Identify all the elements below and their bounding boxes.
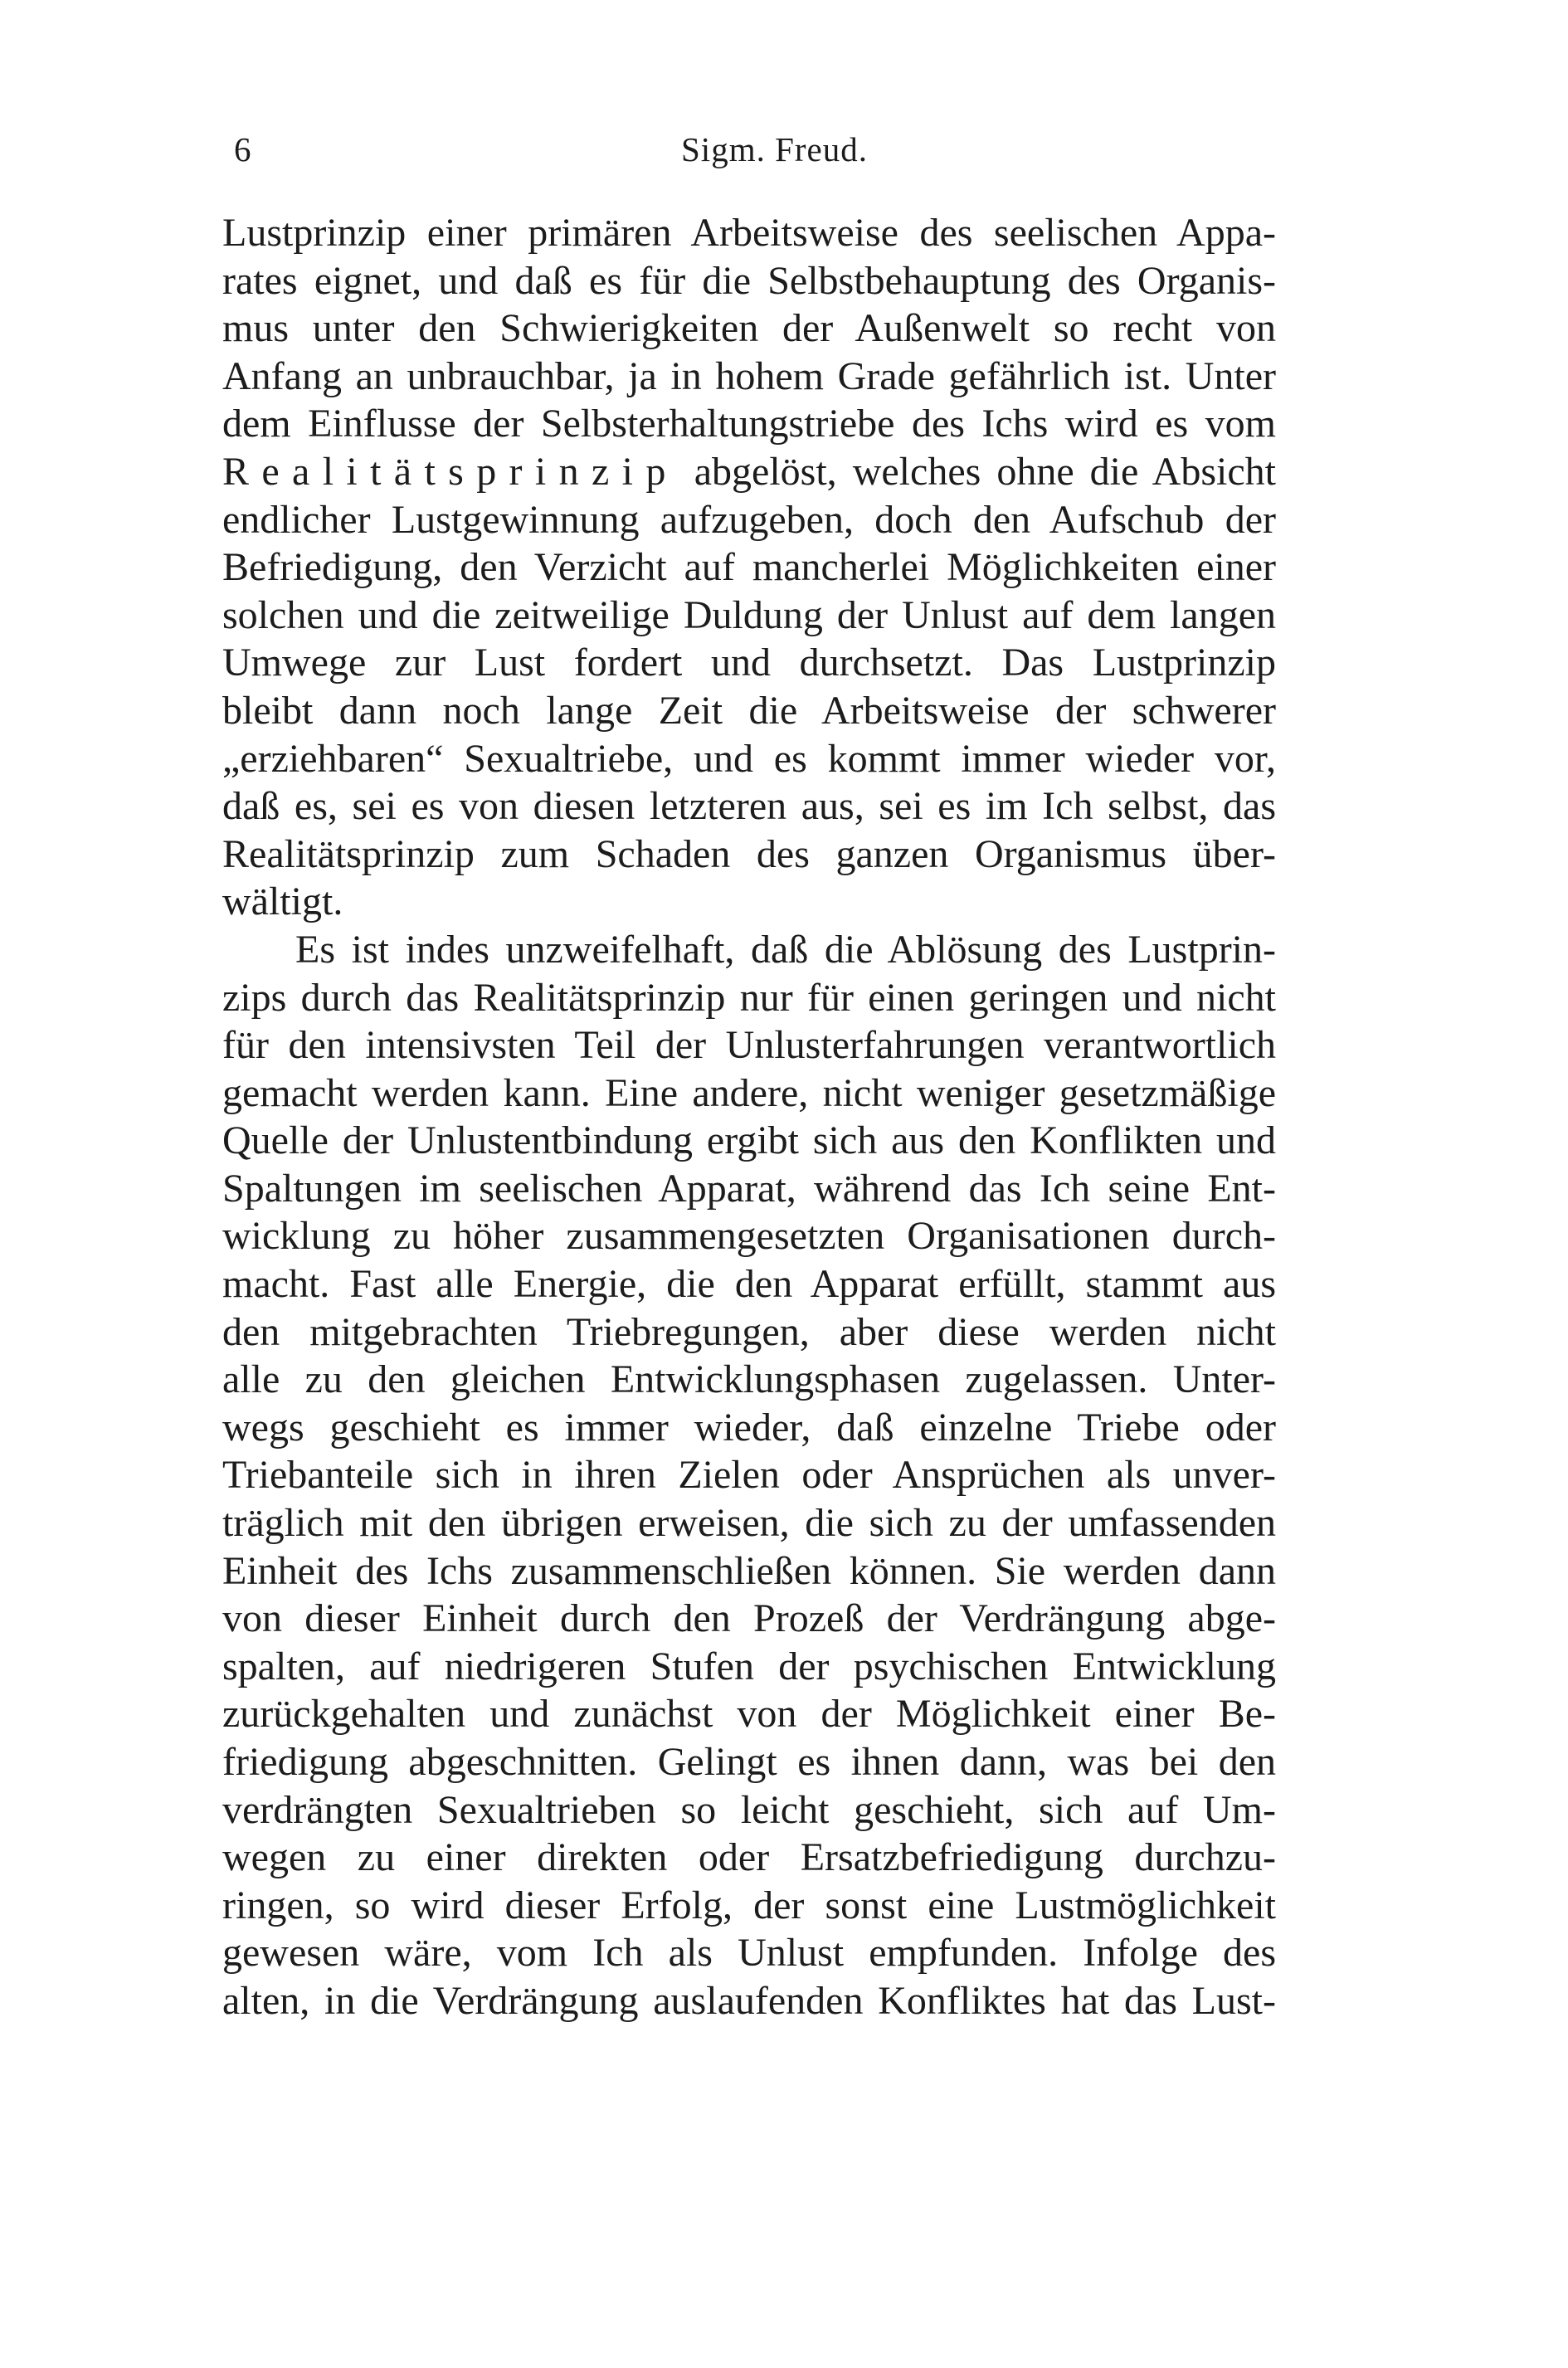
text-line: gewesen wäre, vom Ich als Unlust empfunden. Infolge des xyxy=(222,1931,1276,1976)
text-line: Lustprinzip einer primären Arbeitsweise des seelischen Appa- xyxy=(222,211,1276,255)
page-header xyxy=(229,124,1273,174)
text-line: zurückgehalten und zunächst von der Möglichkeit einer Be- xyxy=(222,1692,1276,1737)
text-line: „erziehbaren“ Sexualtriebe, und es kommt immer wieder vor, xyxy=(222,736,1276,781)
paragraph xyxy=(222,209,1276,926)
text-line: bleibt dann noch lange Zeit die Arbeitsweise der schwerer xyxy=(222,688,1276,733)
text-line: Anfang an unbrauchbar, ja in hohem Grade gefährlich ist. Unter xyxy=(222,353,1276,398)
text-line: solchen und die zeitweilige Duldung der Unlust auf dem langen xyxy=(222,592,1276,637)
text-line: alle zu den gleichen Entwicklungsphasen zugelassen. Unter- xyxy=(222,1357,1276,1402)
body-text xyxy=(222,209,1276,2025)
text-line: Triebanteile sich in ihren Zielen oder Ansprüchen als unver- xyxy=(222,1453,1276,1498)
text-line: träglich mit den übrigen erweisen, die sich zu der umfassenden xyxy=(222,1501,1276,1546)
text-line: verdrängten Sexualtrieben so leicht geschieht, sich auf Um- xyxy=(222,1787,1276,1832)
text-line: von dieser Einheit durch den Prozeß der Verdrängung abge- xyxy=(222,1596,1276,1641)
text-line: wegs geschieht es immer wieder, daß einzelne Triebe oder xyxy=(222,1405,1276,1450)
text-line: rates eignet, und daß es für die Selbstbehauptung des Organis- xyxy=(222,258,1276,303)
text-line: daß es, sei es von diesen letzteren aus, sei es im Ich selbst, das xyxy=(222,784,1276,829)
paragraph xyxy=(222,926,1276,2025)
text-line: dem Einflusse der Selbsterhaltungstriebe des Ichs wird es vom xyxy=(222,402,1276,446)
text-line: spalten, auf niedrigeren Stufen der psychischen Entwicklung xyxy=(222,1644,1276,1688)
text-line: friedigung abgeschnitten. Gelingt es ihnen dann, was bei den xyxy=(222,1740,1276,1784)
running-head: Sigm. Freud. xyxy=(681,130,868,168)
text-line: gemacht werden kann. Eine andere, nicht weniger gesetzmäßige xyxy=(222,1070,1276,1115)
text-line: mus unter den Schwierigkeiten der Außenwelt so recht von xyxy=(222,306,1276,351)
text-line: Realitätsprinzip zum Schaden des ganzen Organismus über- xyxy=(222,831,1276,876)
text-line: Einheit des Ichs zusammenschließen können. Sie werden dann xyxy=(222,1548,1276,1593)
text-line: wegen zu einer direkten oder Ersatzbefriedigung durchzu- xyxy=(222,1835,1276,1880)
text-line: den mitgebrachten Triebregungen, aber diese werden nicht xyxy=(222,1309,1276,1354)
text-line: ringen, so wird dieser Erfolg, der sonst eine Lustmöglichkeit xyxy=(222,1883,1276,1927)
text-line: Es ist indes unzweifelhaft, daß die Ablösung des Lustprin- xyxy=(295,927,1276,972)
text-line: zips durch das Realitätsprinzip nur für einen geringen und nicht xyxy=(222,975,1276,1020)
text-line: macht. Fast alle Energie, die den Apparat erfüllt, stammt aus xyxy=(222,1262,1276,1307)
text-line: alten, in die Verdrängung auslaufenden Konfliktes hat das Lust- xyxy=(222,1978,1276,2023)
text-line: wältigt. xyxy=(222,879,343,924)
text-line: endlicher Lustgewinnung aufzugeben, doch den Aufschub der xyxy=(222,497,1276,542)
text-line: Quelle der Unlustentbindung ergibt sich aus den Konflikten und xyxy=(222,1118,1276,1163)
text-line: Befriedigung, den Verzicht auf mancherlei Möglichkeiten einer xyxy=(222,545,1276,590)
text-line: Spaltungen im seelischen Apparat, während das Ich seine Ent- xyxy=(222,1166,1276,1211)
emphasized-term: Realitätsprinzip xyxy=(222,449,679,494)
text-line: Realitätsprinzip abgelöst, welches ohne die Absicht xyxy=(222,449,1276,494)
text-line: Umwege zur Lust fordert und durchsetzt. Das Lustprinzip xyxy=(222,641,1276,685)
page-number: 6 xyxy=(234,130,251,168)
text-line: für den intensivsten Teil der Unlusterfahrungen verantwortlich xyxy=(222,1023,1276,1068)
text-line: wicklung zu höher zusammengesetzten Organisationen durch- xyxy=(222,1214,1276,1259)
